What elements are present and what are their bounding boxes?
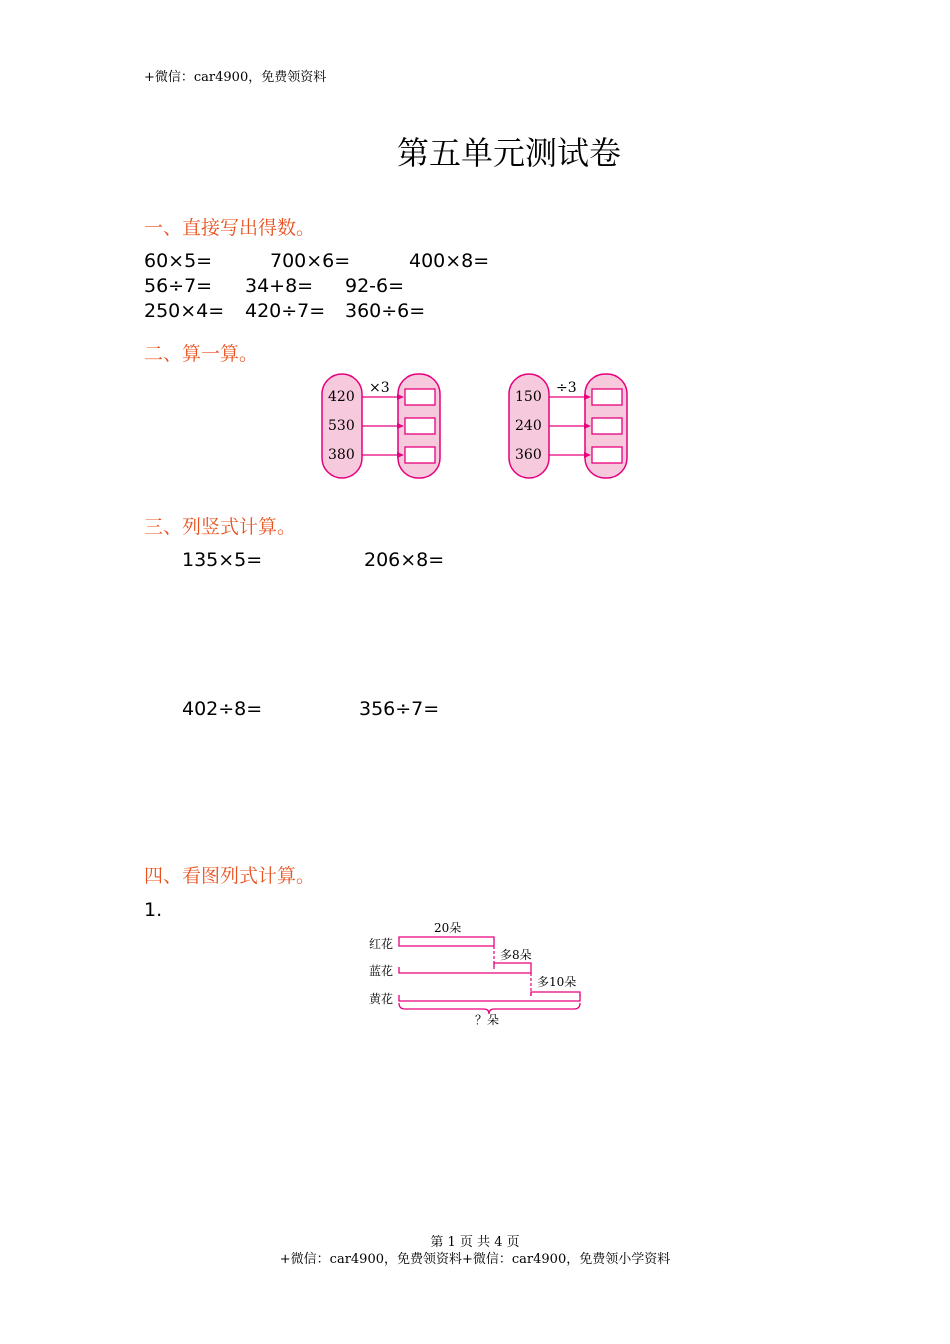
operator-label: ×3 <box>369 380 390 396</box>
direct-2-1: 56÷7= <box>144 275 213 297</box>
blue-bar <box>399 967 531 973</box>
label-blue: 蓝花 <box>369 964 394 978</box>
vertical-2-1: 402÷8= <box>182 698 263 720</box>
input-value: 360 <box>515 447 542 463</box>
input-value: 150 <box>515 389 542 405</box>
direct-2-3: 92-6= <box>345 275 405 297</box>
problem-number: 1. <box>144 899 163 921</box>
vertical-1-1: 135×5= <box>182 549 263 571</box>
red-top-brace <box>399 937 494 941</box>
direct-3-1: 250×4= <box>144 300 225 322</box>
more8-label: 多8朵 <box>500 948 532 962</box>
direct-1-1: 60×5= <box>144 250 213 272</box>
section-3-heading: 三、列竖式计算。 <box>144 516 297 538</box>
input-value: 530 <box>328 418 355 434</box>
label-red: 红花 <box>369 937 394 951</box>
footer-note: +微信：car4900，免费领资料+微信：car4900，免费领小学资料 <box>279 1252 671 1267</box>
direct-1-2: 700×6= <box>270 250 351 272</box>
vertical-2-2: 356÷7= <box>359 698 440 720</box>
section-1-heading: 一、直接写出得数。 <box>144 217 316 239</box>
calc-diagram-divide <box>505 370 633 482</box>
footer-page-number: 第 1 页 共 4 页 <box>430 1235 520 1250</box>
more10-label: 多10朵 <box>537 975 577 989</box>
direct-1-3: 400×8= <box>409 250 490 272</box>
label-yellow: 黄花 <box>369 992 394 1006</box>
yellow-bar <box>399 995 580 1001</box>
more8-brace <box>494 963 531 967</box>
red-bar <box>399 941 494 946</box>
answer-box[interactable] <box>405 447 435 463</box>
direct-3-3: 360÷6= <box>345 300 426 322</box>
calc-diagram-multiply <box>318 370 446 482</box>
answer-box[interactable] <box>592 447 622 463</box>
red-count-label: 20朵 <box>434 921 462 935</box>
direct-2-2: 34+8= <box>245 275 314 297</box>
segment-diagram <box>360 915 590 1027</box>
section-2-heading: 二、算一算。 <box>144 343 259 365</box>
more10-brace <box>531 992 580 996</box>
direct-3-2: 420÷7= <box>245 300 326 322</box>
page-title: 第五单元测试卷 <box>396 134 621 172</box>
question-label: ？朵 <box>475 1013 500 1027</box>
input-value: 380 <box>328 447 355 463</box>
answer-box[interactable] <box>405 418 435 434</box>
answer-box[interactable] <box>592 389 622 405</box>
section-4-heading: 四、看图列式计算。 <box>144 865 316 887</box>
input-value: 420 <box>328 389 355 405</box>
input-value: 240 <box>515 418 542 434</box>
header-note: +微信：car4900，免费领资料 <box>144 70 327 85</box>
vertical-1-2: 206×8= <box>364 549 445 571</box>
operator-label: ÷3 <box>556 380 577 396</box>
answer-box[interactable] <box>592 418 622 434</box>
answer-box[interactable] <box>405 389 435 405</box>
